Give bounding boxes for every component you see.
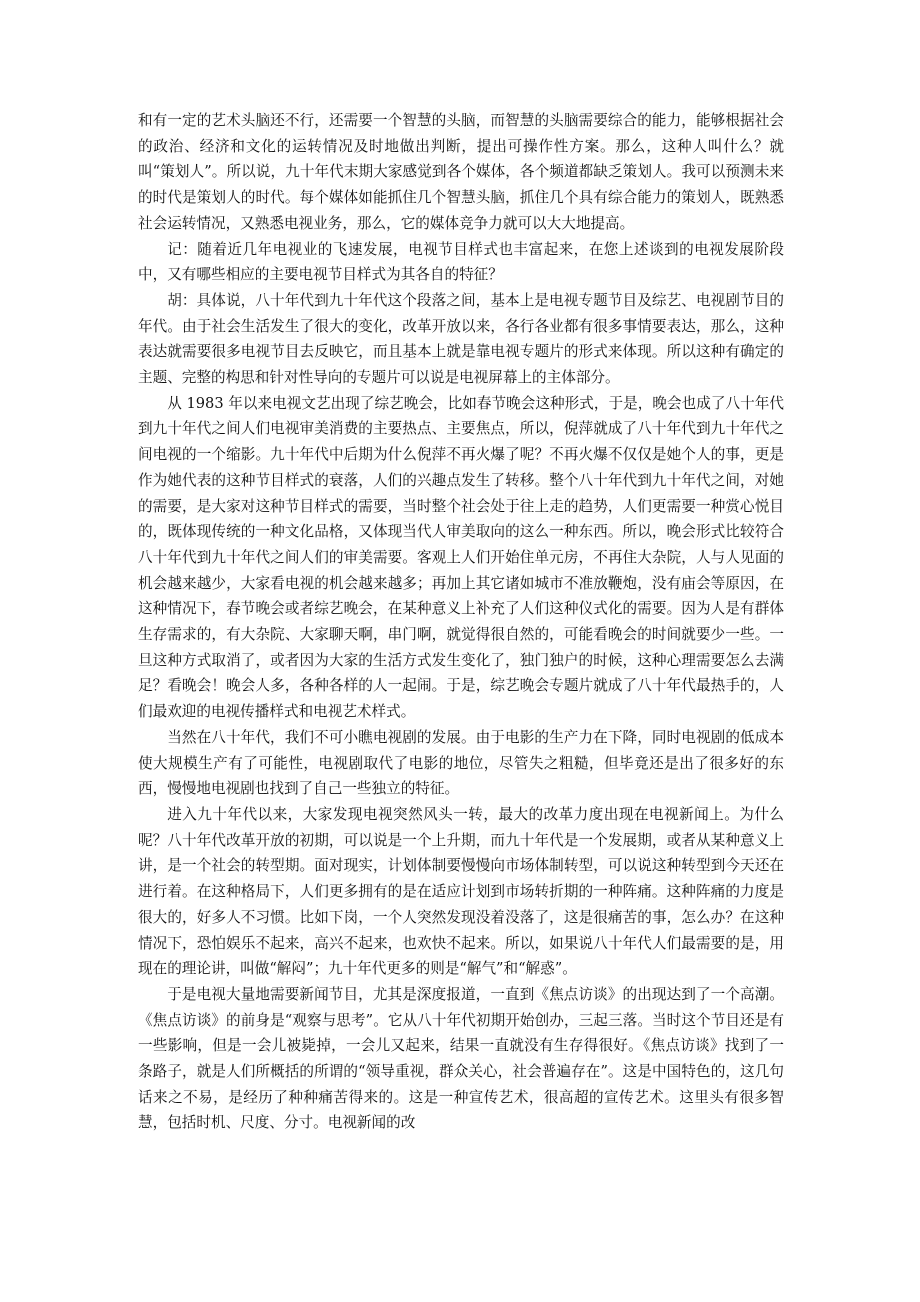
paragraph-7: 于是电视大量地需要新闻节目，尤其是深度报道，一直到《焦点访谈》的出现达到了一个高潮。《焦点访谈》的前身是“观察与思考”。它从八十年代初期开始创办，三起三落。当时这个节目还是有一些影响，但是一会儿被毙掉，一会儿又起来，结果一直就没有生存得很好。《焦点访谈》找到了一条路子，就是人们所概括的所谓的“领导重视，群众关心，社会普遍存在”。这是中国特色的，这几句话来之不易，是经历了种种痛苦得来的。这是一种宣传艺术，很高超的宣传艺术。这里头有很多智慧，包括时机、尺度、分寸。电视新闻的改 (138, 985, 784, 1132)
paragraph-2: 记：随着近几年电视业的飞速发展，电视节目样式也丰富起来，在您上述谈到的电视发展阶段中，又有哪些相应的主要电视节目样式为其各自的特征？ (138, 240, 784, 284)
paragraph-3: 胡：具体说，八十年代到九十年代这个段落之间，基本上是电视专题节目及综艺、电视剧节目的年代。由于社会生活发生了很大的变化，改革开放以来，各行各业都有很多事情要表达，那么，这种表达就需要很多电视节目去反映它，而且基本上就是靠电视专题片的形式来体现。所以这种有确定的主题、完整的构思和针对性导向的专题片可以说是电视屏幕上的主体部分。 (138, 291, 784, 387)
paragraph-6: 进入九十年代以来，大家发现电视突然风头一转，最大的改革力度出现在电视新闻上。为什么呢？八十年代改革开放的初期，可以说是一个上升期，而九十年代是一个发展期，或者从某种意义上讲，是一个社会的转型期。面对现实，计划体制要慢慢向市场体制转型，可以说这种转型到今天还在进行着。在这种格局下，人们更多拥有的是在适应计划到市场转折期的一种阵痛。这种阵痛的力度是很大的，好多人不习惯。比如下岗，一个人突然发现没着没落了，这是很痛苦的事，怎么办？在这种情况下，恐怕娱乐不起来，高兴不起来，也欢快不起来。所以，如果说八十年代人们最需要的是，用现在的理论讲，叫做“解闷”；九十年代更多的则是“解气”和“解惑”。 (138, 805, 784, 978)
paragraph-1: 和有一定的艺术头脑还不行，还需要一个智慧的头脑，而智慧的头脑需要综合的能力，能够根据社会的政治、经济和文化的运转情况及时地做出判断，提出可操作性方案。那么，这种人叫什么？就叫“策划人”。所以说，九十年代末期大家感觉到各个媒体，各个频道都缺乏策划人。我可以预测未来的时代是策划人的时代。每个媒体如能抓住几个智慧头脑，抓住几个具有综合能力的策划人，既熟悉社会运转情况，又熟悉电视业务，那么，它的媒体竞争力就可以大大地提高。 (138, 112, 784, 232)
document-page (138, 108, 784, 1136)
paragraph-4: 从 1983 年以来电视文艺出现了综艺晚会，比如春节晚会这种形式，于是，晚会也成了八十年代到九十年代之间人们电视审美消费的主要热点、主要焦点，所以，倪萍就成了八十年代到九十年代之间电视的一个缩影。九十年代中后期为什么倪萍不再火爆了呢？不再火爆不仅仅是她个人的事，更是作为她代表的这种节目样式的衰落，人们的兴趣点发生了转移。整个八十年代到九十年代之间，对她的需要，是大家对这种节目样式的需要，当时整个社会处于往上走的趋势，人们更需要一种赏心悦目的，既体现传统的一种文化品格，又体现当代人审美取向的这么一种东西。所以，晚会形式比较符合八十年代到九十年代之间人们的审美需要。客观上人们开始住单元房，不再住大杂院，人与人见面的机会越来越少，大家看电视的机会越来越多；再加上其它诸如城市不准放鞭炮，没有庙会等原因，在这种情况下，春节晚会或者综艺晚会，在某种意义上补充了人们这种仪式化的需要。因为人是有群体生存需求的，有大杂院、大家聊天啊，串门啊，就觉得很自然的，可能看晚会的时间就要少一些。一旦这种方式取消了，或者因为大家的生活方式发生变化了，独门独户的时候，这种心理需要怎么去满足？看晚会！晚会人多，各种各样的人一起闹。于是，综艺晚会专题片就成了八十年代最热手的，人们最欢迎的电视传播样式和电视艺术样式。 (138, 394, 784, 721)
paragraph-5: 当然在八十年代，我们不可小瞧电视剧的发展。由于电影的生产力在下降，同时电视剧的低成本使大规模生产有了可能性，电视剧取代了电影的地位，尽管失之粗糙，但毕竟还是出了很多好的东西，慢慢地电视剧也找到了自己一些独立的特征。 (138, 728, 784, 798)
